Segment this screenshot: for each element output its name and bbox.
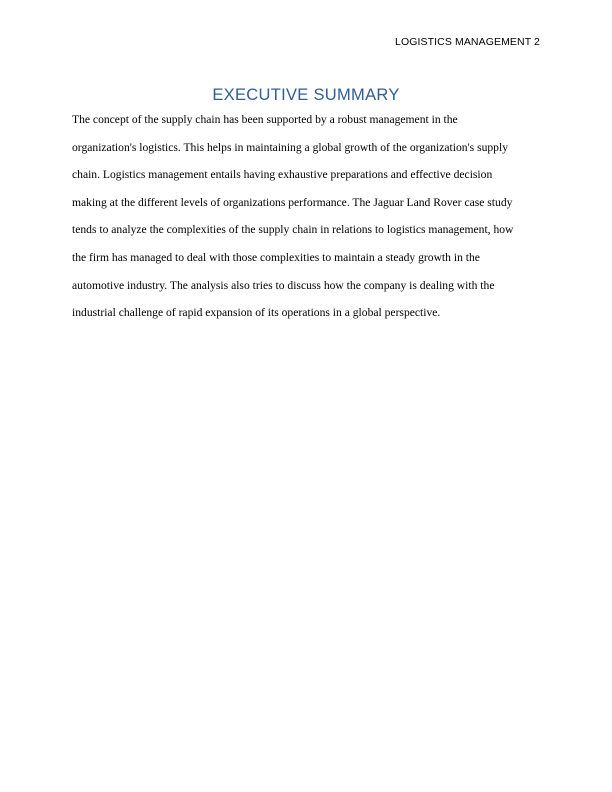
paragraph-line-3: chain. Logistics management entails having exhaustive preparations and effective decision [72, 168, 493, 182]
running-head: LOGISTICS MANAGEMENT 2 [395, 36, 540, 48]
paragraph-line-6: the firm has managed to deal with those complexities to maintain a steady growth in the [72, 250, 480, 264]
paragraph-line-4: making at the different levels of organizations performance. The Jaguar Land Rover case study [72, 195, 513, 209]
section-title: EXECUTIVE SUMMARY [212, 86, 400, 104]
executive-summary-paragraph [72, 106, 544, 327]
paragraph-line-5: tends to analyze the complexities of the supply chain in relations to logistics management, how [72, 223, 514, 237]
paragraph-line-8: industrial challenge of rapid expansion of its operations in a global perspective. [72, 306, 441, 320]
paragraph-line-2: organization's logistics. This helps in maintaining a global growth of the organization's supply [72, 140, 508, 154]
paragraph-line-1: The concept of the supply chain has been supported by a robust management in the [72, 113, 458, 126]
paragraph-line-7: automotive industry. The analysis also tries to discuss how the company is dealing with the [72, 278, 495, 292]
